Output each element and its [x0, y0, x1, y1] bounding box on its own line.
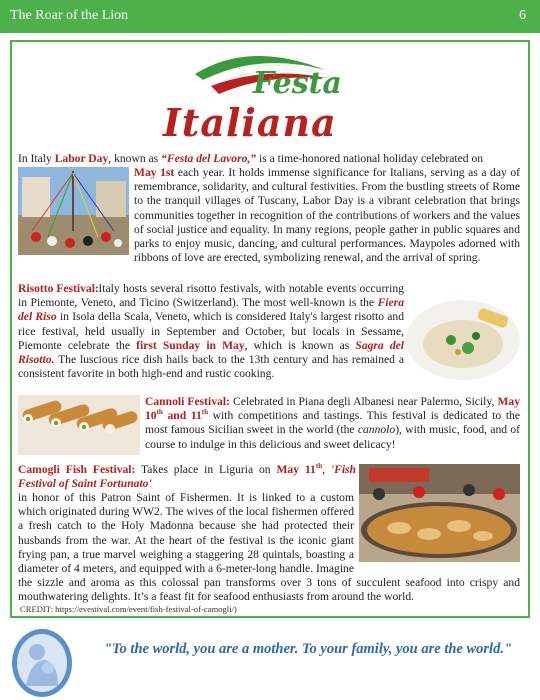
risotto-text4: The luscious rice dish hails back to the 13th century and has remained a consistent favorite in both high-end and rustic cooking.	[18, 353, 404, 381]
cannoli-and11: and 11	[162, 409, 202, 423]
labor-day-body	[134, 166, 520, 265]
credit-line: CREDIT: https://evestival.com/event/fish-festival-of-camogli/)	[20, 604, 237, 614]
risotto-title: Risotto Festival:	[18, 282, 99, 295]
logo-word-festa: Festa	[253, 66, 342, 101]
maypole-dance-photo	[18, 167, 129, 255]
risotto-first-sunday: first Sunday in May	[136, 338, 245, 352]
camogli-th: th	[315, 462, 323, 471]
labor-day-after-title: , known as	[108, 152, 162, 165]
cannoli-body	[145, 395, 520, 452]
camogli-photo-spacer	[354, 491, 520, 563]
labor-day-line1	[18, 152, 520, 166]
camogli-line1	[18, 463, 356, 491]
cannoli-th1: th	[156, 408, 163, 417]
labor-day-intro: In Italy	[18, 152, 55, 165]
risotto-text1: Italy hosts several risotto festivals, with notable events occurring in Piemonte, Veneto, and Ticino (Switzerland). The most well-known is the	[18, 282, 404, 310]
risotto-text3: , which is known as	[244, 338, 356, 352]
camogli-text2: in honor of this Patron Saint of Fishermen. It is linked to a custom which originated during WW2. The wives of the local fishermen offered a fresh catch to the Holy Madonna because she had protected their husbands from the war. At the heart of the festival is the iconic giant frying pan, a true marvel weighing a staggering 28 quintals, boasting a diameter of 4 meters, and equipped with a 6-meter-long handle. Imagine the sizzle and aroma as this colossal pan transforms over 3 tons of succulent seafood into crispy and mouthwatering delights. It’s a feast fit for seafood enthusiasts from around the world.	[18, 491, 520, 604]
camogli-title: Camogli Fish Festival:	[18, 463, 136, 476]
risotto-fiera: Fiera del Riso	[18, 296, 404, 324]
labor-day-title: Labor Day	[54, 152, 109, 165]
cannoli-cannolo: cannolo	[357, 423, 396, 437]
camogli-body	[18, 491, 520, 605]
labor-day-desc2: each year. It holds immense significance for Italians, serving as a day of remembrance, solidarity, and cultural festivities. From the bustling streets of Rome to the tranquil villages of Tuscany, Labor Day is a vibrant celebration that brings communities together in recognition of the contributions of workers and the values of social justice and equality. In many regions, people gather in public squares and parks to enjoy music, dancing, and cultural performances. Maypoles adorned with ribbons of love are erected, symbolizing renewal, and the arrival of spring.	[134, 166, 520, 265]
cannoli-title: Cannoli Festival:	[145, 395, 230, 408]
cannoli-photo	[18, 395, 140, 455]
camogli-festival-name: 'Fish Festival of Saint Fortunato'	[18, 463, 357, 491]
risotto-text2: in Isola della Scala, Veneto, which is considered Italy's largest risotto and rice festival, held usually in September and October, but locals in Sessame, Piemonte celebrate the	[18, 310, 405, 352]
labor-day-date: May 1st	[134, 166, 175, 179]
cannoli-may10: May 10	[145, 395, 521, 423]
cannoli-text1: Celebrated in Piana degli Albanesi near Palermo, Sicily,	[229, 395, 498, 408]
cannoli-text3: ), with music, food, and of course to indulge in this delicious and sweet delicacy!	[145, 423, 520, 451]
logo-word-italiana: Italiana	[163, 100, 337, 145]
cannoli-th2: th	[201, 408, 209, 417]
risotto-body	[18, 282, 404, 381]
page-number: 6	[519, 8, 526, 23]
risotto-sagra: Sagra del Risotto.	[18, 338, 404, 367]
festa-italiana-logo	[155, 44, 385, 144]
cannoli-text2: with competitions and tastings. This festival is dedicated to the most famous Sicilian sweet in the world (the	[145, 409, 520, 437]
page-header	[0, 0, 540, 33]
labor-day-local-name: “Festa del Lavoro,”	[161, 152, 257, 165]
labor-day-desc1: is a time-honored national holiday celebrated on	[256, 152, 484, 165]
camogli-may11: May 11	[276, 463, 316, 476]
risotto-photo	[406, 300, 520, 380]
camogli-comma: ,	[322, 463, 331, 476]
closing-quote: "To the world, you are a mother. To your family, you are the world."	[103, 641, 513, 657]
camogli-text1: Takes place in Liguria on	[135, 463, 277, 476]
newsletter-title: The Roar of the Lion	[10, 8, 129, 23]
mother-child-cameo-icon	[10, 628, 74, 698]
